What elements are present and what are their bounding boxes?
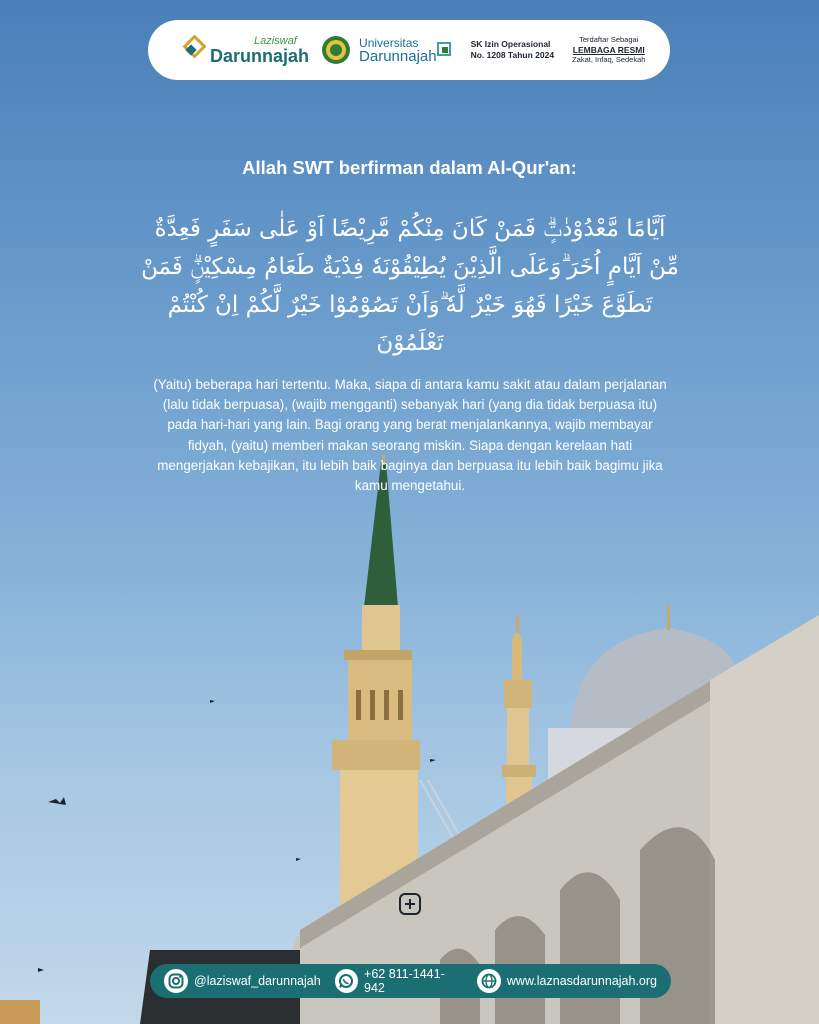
laziswaf-label: Laziswaf	[254, 34, 297, 47]
university-logo-icon	[437, 41, 453, 59]
bird	[210, 700, 215, 703]
whatsapp-number: +62 811-1441-942	[364, 967, 445, 995]
registration-title: Terdaftar Sebagai	[579, 35, 639, 45]
website-url: www.laznasdarunnajah.org	[506, 974, 657, 988]
headline: Allah SWT berfirman dalam Al-Qur'an:	[242, 157, 577, 178]
whatsapp-icon	[335, 969, 358, 993]
instagram-icon	[164, 969, 188, 993]
scan-icon	[398, 892, 422, 916]
university-brand	[355, 37, 453, 64]
instagram-contact[interactable]	[164, 969, 321, 993]
license-number: No. 1208 Tahun 2024	[470, 50, 555, 60]
registration-status: LEMBAGA RESMI	[572, 44, 645, 55]
globe-icon	[477, 969, 501, 993]
university-label: Universitas	[359, 35, 419, 50]
website-contact[interactable]	[477, 969, 657, 993]
university-name: Darunnajah	[359, 47, 437, 65]
verse-translation: (Yaitu) beberapa hari tertentu. Maka, siapa di antara kamu sakit atau dalam perjalanan (lalu tidak berpuasa), (wajib mengganti) sebanyak hari (yang dia tidak berpuasa itu) pada hari-hari yang lain. Bagi orang yang berat menjalankannya, wajib membayar fidyah, (yaitu) memberi makan seorang miskin. Siapa dengan kerelaan hati mengerjakan kebajikan, itu lebih baik baginya dan berpuasa itu lebih baik bagimu jika kamu mengetahui.	[153, 377, 667, 494]
quran-verse-arabic: اَيَّامًا مَّعْدُوْدٰتٍۗ فَمَنْ كَانَ مِنْكُمْ مَّرِيْضًا اَوْ عَلٰى سَفَرٍ فَعِدَّةٌ مِّنْ اَيَّامٍ اُخَرَ ۗوَعَلَى الَّذِيْنَ يُطِيْقُوْنَهٗ فِدْيَةٌ طَعَامُ مِسْكِيْنٍۗ فَمَنْ تَطَوَّعَ خَيْرًا فَهُوَ خَيْرٌ لَّهٗ ۗوَاَنْ تَصُوْمُوْا خَيْرٌ لَّكُمْ اِنْ كُنْتُمْ تَعْلَمُوْنَ	[141, 216, 679, 356]
license-title: SK Izin Operasional	[470, 38, 551, 49]
bird	[48, 797, 66, 805]
instagram-handle: @laziswaf_darunnajah	[194, 974, 321, 988]
bird	[296, 858, 301, 861]
university-crest-icon	[321, 35, 351, 65]
darunnajah-label: Darunnajah	[210, 45, 310, 66]
bird	[430, 759, 436, 762]
registration-scope: Zakat, Infaq, Sedekah	[572, 55, 646, 65]
operational-license	[471, 39, 554, 61]
bird	[38, 968, 44, 972]
contact-bar	[150, 964, 671, 998]
header-bar	[148, 20, 670, 80]
whatsapp-contact[interactable]	[335, 967, 463, 995]
official-registration	[572, 35, 645, 64]
laziswaf-logo-icon	[176, 35, 206, 65]
laziswaf-brand	[176, 35, 309, 65]
